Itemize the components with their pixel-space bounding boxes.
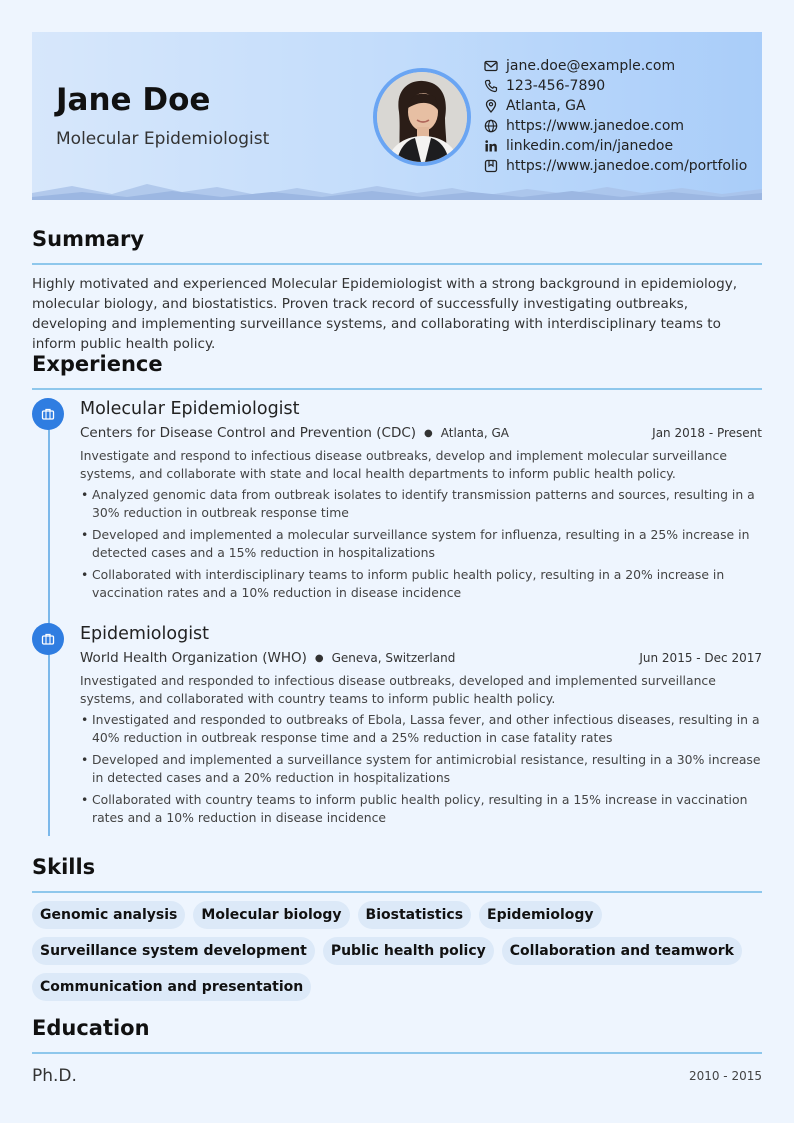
contact-phone[interactable]: 123-456-7890 [484,76,747,96]
summary-divider [32,263,762,265]
linkedin-icon [484,139,498,153]
contact-email[interactable]: jane.doe@example.com [484,56,747,76]
education-heading: Education [32,1016,150,1040]
education-divider [32,1052,762,1054]
achievement-item: • Investigated and responded to outbreaks of Ebola, Lassa fever, and other infectious diseases, resulting in a 40% reduction in outbreak response time and a 25% reduction in case fatality rates [80,711,762,747]
contact-linkedin[interactable]: linkedin.com/in/janedoe [484,136,747,156]
phone-icon [484,79,498,93]
job-organization: Centers for Disease Control and Prevention (CDC) [80,425,417,441]
skill-chip: Collaboration and teamwork [502,937,742,965]
briefcase-icon [32,398,64,430]
avatar [373,68,471,166]
experience-divider [32,388,762,390]
experience-heading: Experience [32,352,163,376]
job-description: Investigated and responded to infectious disease outbreaks, developed and implemented surveillance systems, and collaborated with country teams to inform public health policy. [80,673,716,706]
contact-portfolio[interactable]: https://www.janedoe.com/portfolio [484,156,747,176]
achievement-item: • Developed and implemented a surveillance system for antimicrobial resistance, resulting in a 30% increase in detected cases and a 20% reduction in hospitalizations [80,751,762,787]
skill-chip: Surveillance system development [32,937,315,965]
skill-chip: Genomic analysis [32,901,185,929]
contact-list [484,56,747,176]
skills-divider [32,891,762,893]
skill-chip: Biostatistics [358,901,472,929]
education-dates: 2010 - 2015 [688,1069,762,1083]
skill-chip: Communication and presentation [32,973,311,1001]
header-wave-decoration [32,180,762,200]
job-description: Investigate and respond to infectious disease outbreaks, develop and implement molecular surveillance systems, and collaborate with state and local health departments to inform public health policy. [80,448,727,481]
achievement-item: • Collaborated with country teams to inform public health policy, resulting in a 15% increase in vaccination rates and a 10% reduction in disease incidence [80,791,762,827]
summary-heading: Summary [32,227,145,251]
candidate-title: Molecular Epidemiologist [56,129,270,149]
profile-photo [377,72,467,162]
portfolio-icon [484,159,498,173]
job-title: Epidemiologist [80,624,210,644]
contact-location: Atlanta, GA [484,96,747,116]
education-degree: Ph.D. [32,1066,77,1086]
skill-chip: Molecular biology [193,901,349,929]
summary-text: Highly motivated and experienced Molecular Epidemiologist with a strong background in epidemiology, molecular biology, and biostatistics. Proven track record of successfully investigating outbreaks, developing and implementing surveillance systems, and collaborating with interdisciplinary teams to inform public health policy. [32,276,738,352]
mail-icon [484,59,498,73]
location-icon [484,99,498,113]
job-meta [80,649,762,667]
job-meta [80,424,762,442]
job-organization: World Health Organization (WHO) [80,650,307,666]
achievement-item: • Developed and implemented a molecular surveillance system for influenza, resulting in a 25% increase in detected cases and a 15% reduction in hospitalizations [80,526,762,562]
job-achievements [80,486,762,602]
skill-chip: Public health policy [323,937,494,965]
achievement-item: • Analyzed genomic data from outbreak isolates to identify transmission patterns and sources, resulting in a 30% reduction in outbreak response time [80,486,762,522]
globe-icon [484,119,498,133]
briefcase-icon [32,623,64,655]
job-dates: Jan 2018 - Present [652,426,762,440]
skills-list [32,901,767,1009]
job-location: Geneva, Switzerland [331,651,456,665]
achievement-item: • Collaborated with interdisciplinary teams to inform public health policy, resulting in a 20% increase in vaccination rates and a 10% reduction in disease incidence [80,566,762,602]
resume-header [32,32,762,200]
separator-dot: ● [314,652,324,664]
skill-chip: Epidemiology [479,901,601,929]
skills-heading: Skills [32,855,96,879]
job-location: Atlanta, GA [440,426,509,440]
separator-dot: ● [424,427,433,439]
job-dates: Jun 2015 - Dec 2017 [639,651,762,665]
job-title: Molecular Epidemiologist [80,399,300,419]
job-achievements [80,711,762,827]
contact-website[interactable]: https://www.janedoe.com [484,116,747,136]
candidate-name: Jane Doe [56,82,211,118]
